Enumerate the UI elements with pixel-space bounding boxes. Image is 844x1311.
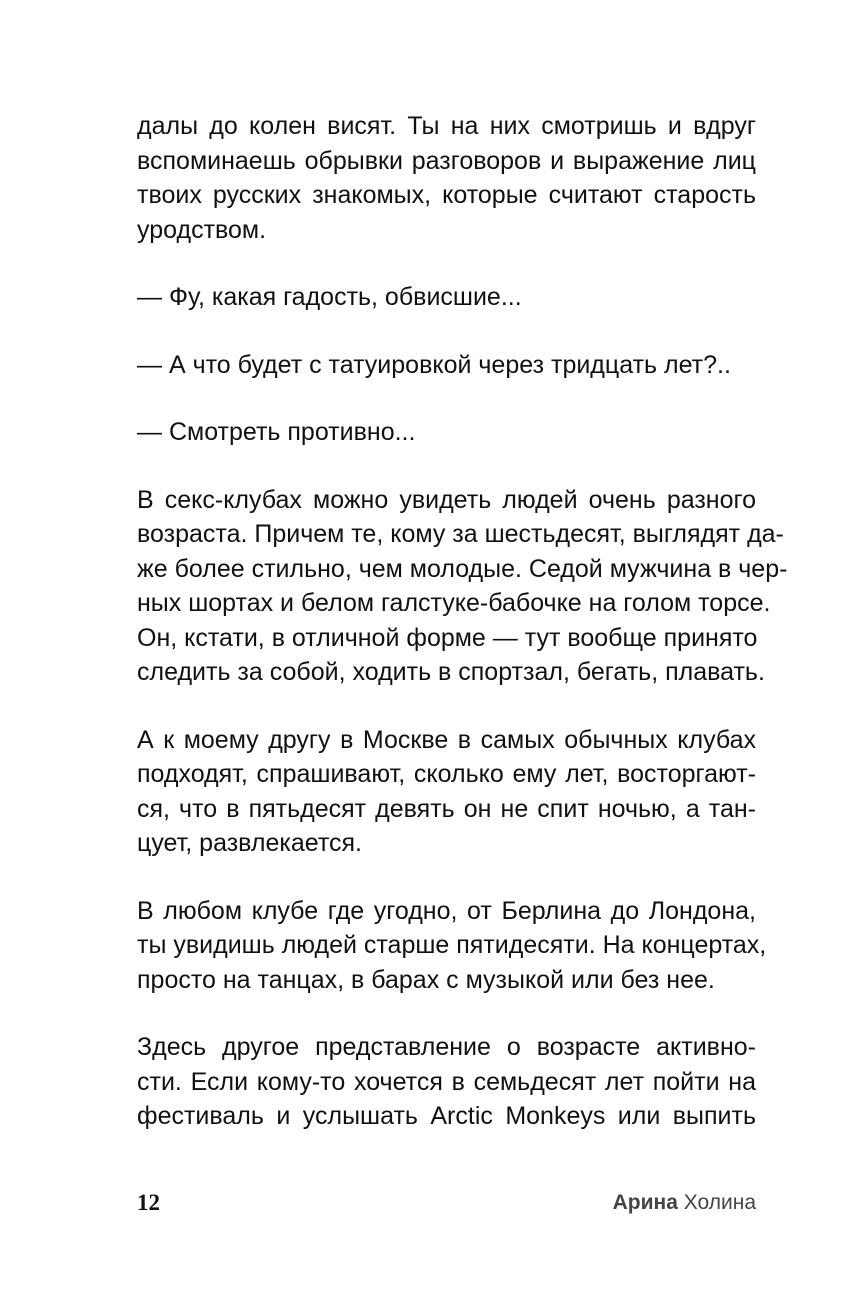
text-line: уродством. <box>137 215 267 244</box>
text-line: же более стильно, чем молодые. Седой мужчина в чер- <box>137 554 788 583</box>
text-line: фестиваль и услышать Arctic Monkeys или выпить <box>137 1102 756 1130</box>
text-line: далы до колен висят. Ты на них смотришь и вдруг <box>137 112 756 140</box>
text-line: — Фу, какая гадость, обвисшие... <box>137 283 522 311</box>
text-line: сти. Если кому-то хочется в семьдесят лет пойти на <box>137 1067 756 1096</box>
paragraph <box>137 894 767 998</box>
page-footer <box>137 1190 756 1220</box>
text-line: А к моему другу в Москве в самых обычных клубах <box>137 725 756 754</box>
text-line: твоих русских знакомых, которые считают старость <box>137 181 756 209</box>
author-first-name: Арина <box>612 1191 678 1214</box>
text-line: ных шортах и белом галстуке-бабочке на голом торсе. <box>137 589 771 617</box>
text-line: просто на танцах, в барах с музыкой или без нее. <box>137 965 715 994</box>
text-line: ты увидишь людей старше пятидесяти. На концертах, <box>137 931 767 959</box>
paragraph <box>137 415 756 450</box>
text-line: вспоминаешь обрывки разговоров и выражение лиц <box>137 146 756 175</box>
page-body-text <box>137 109 788 1167</box>
text-line: — Смотреть противно... <box>137 418 416 446</box>
text-line: — А что будет с татуировкой через тридцать лет?.. <box>137 350 731 379</box>
text-line: В любом клубе где угодно, от Берлина до Лондона, <box>137 896 756 925</box>
paragraph <box>137 483 788 690</box>
author-last-name: Холина <box>683 1191 756 1214</box>
paragraph <box>137 109 756 247</box>
paragraph <box>137 723 756 861</box>
text-line: ся, что в пятьдесят девять он не спит ночью, а тан- <box>137 794 756 823</box>
running-head-author <box>613 1191 756 1215</box>
text-line: возраста. Причем те, кому за шестьдесят, выглядят да- <box>137 520 784 548</box>
text-line: цует, развлекается. <box>137 829 362 857</box>
paragraph <box>137 1030 756 1134</box>
text-line: Он, кстати, в отличной форме — тут вообще принято <box>137 623 758 652</box>
text-line: В секс-клубах можно увидеть людей очень разного <box>137 485 756 514</box>
paragraph <box>137 348 756 383</box>
paragraph <box>137 280 756 315</box>
text-line: следить за собой, ходить в спортзал, бегать, плавать. <box>137 658 765 686</box>
text-line: подходят, спрашивают, сколько ему лет, восторгают- <box>137 760 756 788</box>
text-line: Здесь другое представление о возрасте активно- <box>137 1033 756 1061</box>
page-number: 12 <box>137 1190 160 1215</box>
